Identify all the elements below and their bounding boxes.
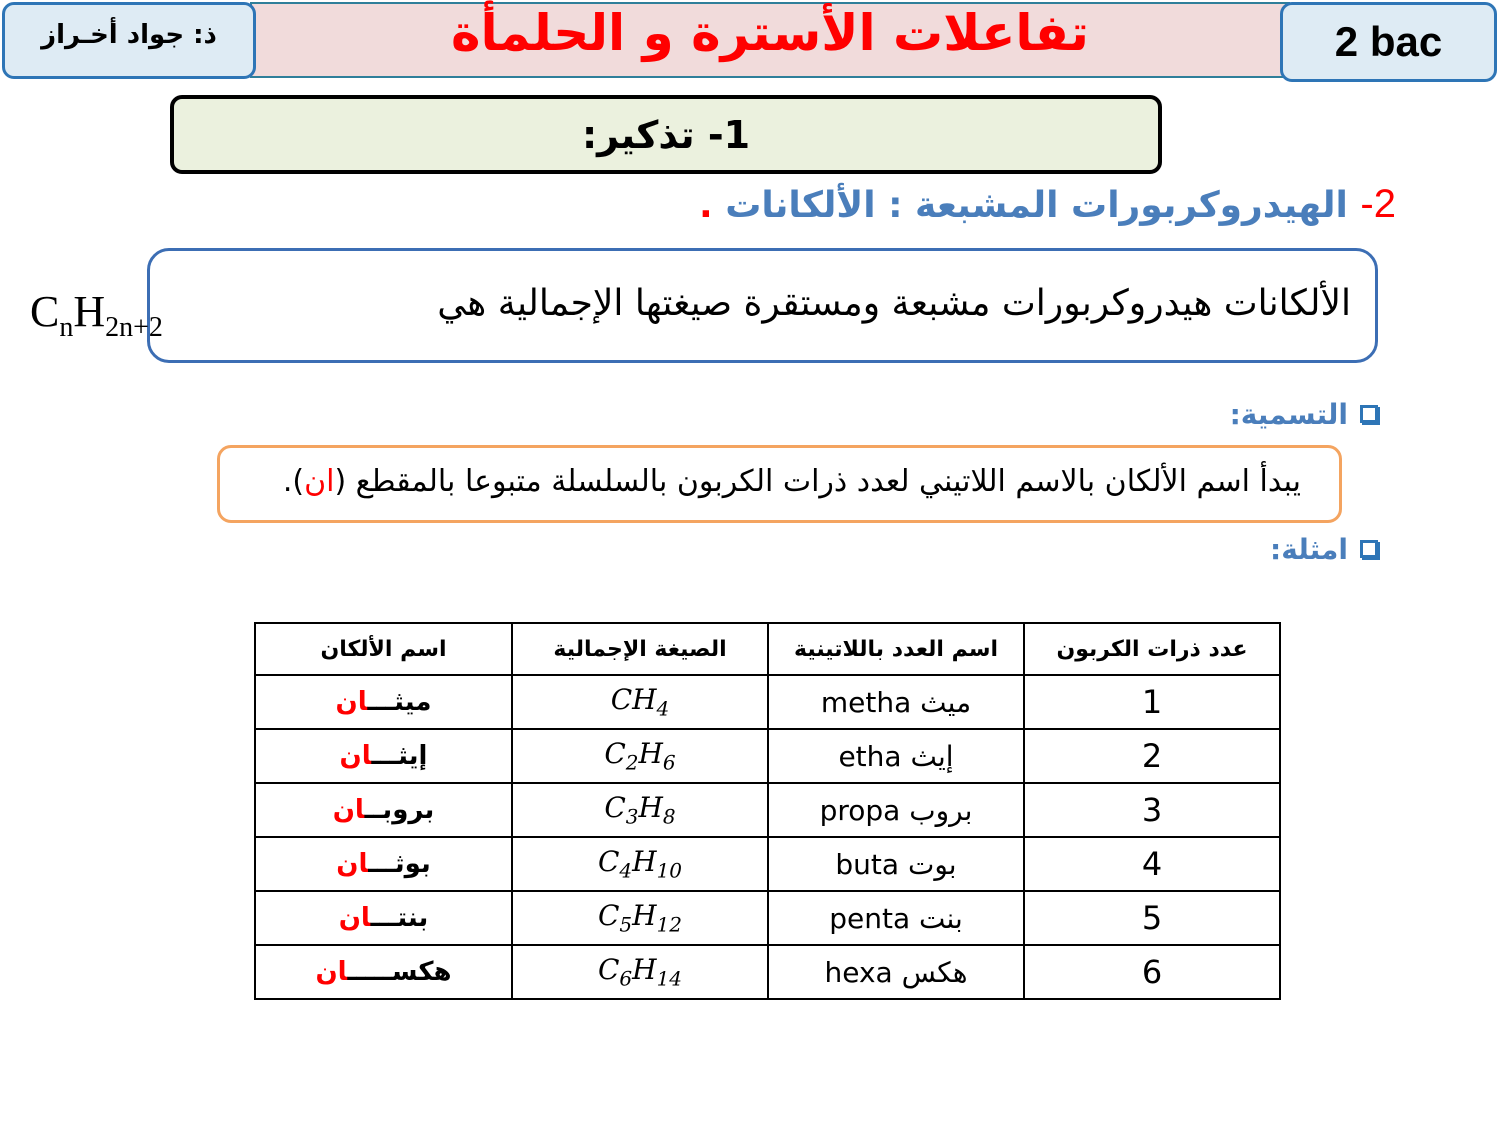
general-formula bbox=[30, 286, 163, 344]
alkane-name-suffix: ان bbox=[315, 957, 348, 987]
formula-carbon: CH bbox=[610, 683, 657, 717]
heading-label: الهيدروكربورات المشبعة : الألكانات bbox=[725, 185, 1361, 226]
formula-hydrogen-index: 8 bbox=[662, 804, 676, 829]
table-header-row bbox=[255, 623, 1280, 675]
alkane-name-suffix: ان bbox=[339, 741, 372, 771]
formula-carbon-index: 3 bbox=[625, 804, 639, 829]
naming-label: التسمية: bbox=[1229, 397, 1348, 431]
formula-cell bbox=[512, 837, 768, 891]
formula-hydrogen: H bbox=[632, 845, 657, 879]
alkane-name bbox=[336, 687, 432, 717]
alkane-name bbox=[336, 849, 430, 879]
formula-cell bbox=[512, 945, 768, 999]
formula-hydrogen-index: 2n+2 bbox=[105, 311, 163, 343]
carbon-count-cell: 3 bbox=[1024, 783, 1280, 837]
alkane-name-cell bbox=[255, 837, 512, 891]
page-title: تفاعلات الأسترة و الحلمأة bbox=[451, 4, 1089, 62]
alkane-name bbox=[340, 741, 428, 771]
table-row bbox=[255, 837, 1280, 891]
author-name: ذ: جواد أخـراز bbox=[41, 19, 217, 50]
formula-hydrogen: H bbox=[632, 899, 657, 933]
title-banner bbox=[250, 2, 1290, 78]
naming-rule-text bbox=[283, 464, 1301, 499]
rule-end: ). bbox=[282, 464, 305, 499]
alkane-name-suffix: ان bbox=[336, 849, 369, 879]
alkane-name-root: ميثـــ bbox=[367, 687, 432, 717]
alkane-name-root: بروبــ bbox=[364, 795, 435, 825]
header-latin-name: اسم العدد باللاتينية bbox=[768, 623, 1024, 675]
rule-main: يبدأ اسم الألكان بالاسم اللاتيني لعدد ذرات الكربون بالسلسلة متبوعا بالمقطع ( bbox=[334, 464, 1301, 499]
latin-name-cell: buta بوت bbox=[768, 837, 1024, 891]
alkane-name bbox=[315, 957, 451, 987]
header-formula: الصيغة الإجمالية bbox=[512, 623, 768, 675]
header-alkane-name: اسم الألكان bbox=[255, 623, 512, 675]
table-row bbox=[255, 675, 1280, 729]
alkane-name-root: هكســـــ bbox=[347, 957, 452, 987]
definition-box bbox=[147, 248, 1378, 363]
reminder-section-banner bbox=[170, 95, 1162, 174]
alkane-name-cell bbox=[255, 783, 512, 837]
alkane-name-cell bbox=[255, 891, 512, 945]
alkane-name-suffix: ان bbox=[338, 903, 371, 933]
table-row bbox=[255, 729, 1280, 783]
latin-name-cell: metha ميث bbox=[768, 675, 1024, 729]
formula-carbon-index: 2 bbox=[625, 750, 639, 775]
header-carbon-count: عدد ذرات الكربون bbox=[1024, 623, 1280, 675]
examples-label: امثلة: bbox=[1270, 532, 1348, 566]
formula-hydrogen: H bbox=[632, 953, 657, 987]
alkane-name-suffix: ان bbox=[332, 795, 365, 825]
formula-carbon-index: 5 bbox=[619, 912, 633, 937]
rule-suffix: ان bbox=[304, 464, 335, 499]
alkane-name-cell bbox=[255, 945, 512, 999]
formula-hydrogen: H bbox=[638, 737, 663, 771]
naming-rule-box bbox=[217, 445, 1342, 523]
alkane-name-root: بنتـــ bbox=[370, 903, 429, 933]
checkbox-bullet-icon bbox=[1360, 540, 1378, 558]
alkane-name-cell bbox=[255, 675, 512, 729]
formula-carbon-index: n bbox=[59, 311, 74, 343]
alkanes-table bbox=[254, 622, 1281, 1000]
alkane-name bbox=[339, 903, 429, 933]
carbon-count-cell: 6 bbox=[1024, 945, 1280, 999]
alkane-name-cell bbox=[255, 729, 512, 783]
naming-bullet bbox=[1230, 396, 1378, 432]
latin-name-cell: propa بروب bbox=[768, 783, 1024, 837]
carbon-count-cell: 1 bbox=[1024, 675, 1280, 729]
carbon-count-cell: 2 bbox=[1024, 729, 1280, 783]
formula-carbon: C bbox=[604, 791, 626, 825]
examples-bullet bbox=[1270, 531, 1378, 567]
formula-hydrogen-index: 6 bbox=[662, 750, 676, 775]
level-label: 2 bac bbox=[1334, 18, 1443, 65]
formula-hydrogen: H bbox=[638, 791, 663, 825]
heading-number: 2- bbox=[1360, 182, 1396, 226]
definition-text: الألكانات هيدروكربورات مشبعة ومستقرة صيغتها الإجمالية هي bbox=[437, 283, 1351, 324]
reminder-title: 1- تذكير: bbox=[581, 112, 751, 157]
alkane-name-root: إيثـــ bbox=[371, 741, 428, 771]
formula-hydrogen-index: 4 bbox=[656, 696, 670, 721]
alkane-name-suffix: ان bbox=[335, 687, 368, 717]
heading-dot: . bbox=[699, 185, 726, 226]
formula-hydrogen-index: 14 bbox=[656, 966, 683, 991]
formula-hydrogen-index: 10 bbox=[656, 858, 683, 883]
latin-name-cell: penta بنت bbox=[768, 891, 1024, 945]
formula-hydrogen: H bbox=[73, 287, 106, 336]
alkane-name-root: بوثـــ bbox=[368, 849, 431, 879]
carbon-count-cell: 4 bbox=[1024, 837, 1280, 891]
alkane-name bbox=[333, 795, 435, 825]
level-box bbox=[1280, 2, 1497, 82]
formula-hydrogen-index: 12 bbox=[656, 912, 683, 937]
table-row bbox=[255, 783, 1280, 837]
formula-carbon: C bbox=[597, 845, 620, 879]
formula-cell bbox=[512, 729, 768, 783]
formula-carbon: C bbox=[597, 899, 620, 933]
alkanes-heading bbox=[699, 182, 1396, 242]
author-box bbox=[2, 2, 256, 79]
table-row bbox=[255, 945, 1280, 999]
checkbox-bullet-icon bbox=[1360, 405, 1378, 423]
formula-cell bbox=[512, 891, 768, 945]
formula-carbon-index: 4 bbox=[619, 858, 633, 883]
carbon-count-cell: 5 bbox=[1024, 891, 1280, 945]
latin-name-cell: etha إيث bbox=[768, 729, 1024, 783]
formula-carbon: C bbox=[597, 953, 620, 987]
formula-carbon: C bbox=[30, 287, 60, 336]
latin-name-cell: hexa هكس bbox=[768, 945, 1024, 999]
table-row bbox=[255, 891, 1280, 945]
formula-carbon: C bbox=[604, 737, 626, 771]
formula-cell bbox=[512, 783, 768, 837]
formula-cell bbox=[512, 675, 768, 729]
formula-carbon-index: 6 bbox=[619, 966, 633, 991]
